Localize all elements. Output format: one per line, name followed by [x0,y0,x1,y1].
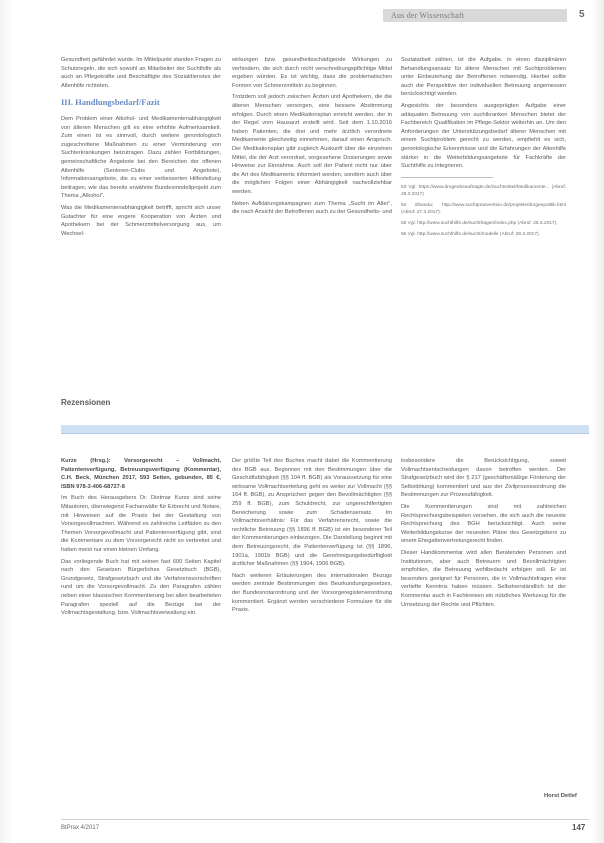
paragraph: wirkungen bzw. gesundheitsschädigende Wirkungen zu verhindern, die sich durch nicht verschreibungspflichtige Mittel ergeben würden. Es ist wichtig, dass die problematischen Formen von Schmerzmitteln zu beginnen. [232,57,392,89]
paragraph: Dem Problem einer Alkohol- und Medikamentenabhängigkeit von älteren Menschen gilt es eine erhöhte Aufmerksamkeit. Zum einen ist es sinnvoll, durch weitere gerontologisch zugeschnittene Maßnahmen zu einer Verminderung von Suchterkrankungen beizutragen. Dazu zählen Fortbildungen, gemeinschaftliche Angebote bei den Bereichen der offenen Altenhilfe (Senioren-Clubs und Angebote), Informationsangebote, die zu einer verbesserten Hilfestellung beitragen, wie das bereits erwähnte Bundesmodellprojekt zum Thema „Alkohol“. [61,115,221,200]
running-header [383,9,567,22]
footnote: 56 Vgl. http://www.suchthilfe.de/sucht/modelle (Abruf: 28.3.2017). [401,231,540,237]
top-column-3 [401,56,566,242]
running-title: Aus der Wissenschaft [391,11,465,20]
top-column-2 [232,56,392,220]
paragraph: Im Buch des Herausgebers Dr. Dietmar Kurze sind seine Mitautoren, überwiegend Fachanwälte für Erbrecht und Notare, mit Hinweisen auf die Praxis bei der Gestaltung von Vorsorgevollmachten. Während es zahlreiche Leitfäden zu den Themen Vorsorgevollmacht und Patientenverfügung gibt, sind die Kommentare zu dem Vorsorgerecht nicht so verbreitet und haben meist nur einen kleinen Umfang. [61,495,221,553]
review-author: Horst Detlef [544,793,577,799]
footnote: 55 Vgl. http://www.suchthilfe.de/suchtfragen/index.php (Abruf: 28.3.2017). [401,220,558,226]
paragraph: Trotzdem soll jedoch zwischen Ärzten und Apothekern, die die älteren Menschen versorgen, eine bessere Abstimmung erfolgen. Durch einen Medikationsplan erreicht werden, der in der Regel vom Hausarzt erstellt wird. Seit dem 1.10.2016 haben Patienten, die drei und mehr ärztlich verordnete Medikamente gleichzeitig einnehmen, darauf einen Anspruch. Der Medikationsplan gibt zugleich Auskunft über die einzelnen Mittel, die der Arzt verordnet, vorgesehene Dosierungen sowie Hinweise zur Einnahme. Auch soll der Patient nicht nur über die Art des Medikaments informiert werden, sondern auch über die möglichen Folgen einer Abhängigkeit nachvollziehbar werden. [232,94,392,195]
paragraph: Das vorliegende Buch hat mit seinen fast 600 Seiten Kapitel nach den Gesetzen Bürgerliches Gesetzbuch (BGB), Grundgesetz, Strafgesetzbuch und die Verfahrensvorschriften rund um die Vorsorgevollmacht. Zu den Paragrafen zählen neben einer klassischen Kommentierung bei allen bearbeiteten Paragrafen speziell auf die Bezüge bei der Vollmachtsgestaltung, bzw. Vollmachtsverwaltung ein. [61,558,221,617]
header-page-number: 5 [579,9,585,20]
footer-journal-issue: BtPrax 4/2017 [61,825,100,831]
footnote: 54 Ebenda; http://www.suchtpraevention.de/projekte/drogenpolitik.html (Abruf: 27.3.2017). [401,202,566,215]
footer-divider [61,819,589,820]
footnote-divider [401,177,493,178]
section-divider-bar [61,425,589,433]
review-column-1 [61,457,221,621]
footnote: 53 Vgl. https://www.drogenbeauftragte.de/Suchtmittel/Medikamente... (Abruf: 28.3.2017) [401,184,566,197]
paragraph: Gesundheit gefährdet wurde. Im Mittelpunkt standen Fragen zu Schutzregeln, die sich sowohl an Mitarbeiter der Suchthilfe als auch an Pflegekräfte und Beschäftigte des Sozialdienstes der Altenhilfe richteten. [61,57,221,89]
book-title: Kurze (Hrsg.): Vorsorgerecht – Vollmacht, Patientenverfügung, Betreuungsverfügung (Kommentar), C.H. Beck, München 2017, 593 Seiten, gebunden, 85 €, ISBN 978-3-406-68727-8 [61,458,221,490]
paragraph: Was die Medikamentenabhängigkeit betrifft, spricht sich unser Gutachter für eine engere Kooperation von Ärzten und Apothekern bei der Schmerzmittelversorgung aus, um Wechsel- [61,204,221,237]
paragraph: Die Kommentierungen sind mit zahlreichen Rechtsprechungsbeispielen versehen, die sich auch die neueste Rechtsprechung des BGH berücksichtigt. Auch seine Weiterbildungskurse der neuesten Pläne des Gesetzgebers zu einem Ehegattenvertretungsrecht finden. [401,503,566,545]
paragraph: Sozialarbeit zählen, ist die Aufgabe, in einen disziplinären Behandlungsansatz für ältere Menschen mit Suchtproblemen unter Einbeziehung der Betroffenen notwendig. Hierbei sollte auch die Perspektive der individuellen Betreuung angemessen berücksichtigt werden. [401,57,566,98]
paragraph: Der größte Teil des Buches macht dabei die Kommentierung des BGB aus. Begonnen mit den Bestimmungen über die Geschäftsfähigkeit (§§ 104 ff. BGB) als Voraussetzung für eine wirksame Vollmachtserteilung geht es weiter zur Vollmacht (§§ 164 ff. BGB), zu Ansprüchen gegen den Bevollmächtigten (§§ 259 ff. BGB), zum Schuldrecht, zur ungerechtfertigten Bereicherung sowie zum Schadensersatz. Im Vollmachtsverhältnis: Für das Verfahrensrecht, sowie die rechtliche Betreuung (§§ 1896 ff. BGB) ist ein besonderer Teil der Kommentierungen einbezogen. Die Darstellung beginnt mit dem Betreuungsrecht, die Patientenverfügung ist (§§ 1896, 1901a, 1901b BGB) und die Genehmigungsbedürftigkeit ärztlicher Maßnahmen (§§ 1904, 1906 BGB). [232,458,392,568]
paragraph: insbesondere die Berücksichtigung, soweit Vollmachtsentscheidungen davon betroffen werden. Der Strafgesetzbuch wird der § 217 (geschäftsmäßige Förderung der Selbsttötung) kommentiert und aus der Zivilprozessordnung die Bestimmungen zur Prozessfähigkeit. [401,458,566,499]
top-column-1 [61,56,221,241]
section-heading: III. Handlungsbedarf/Fazit [61,97,160,108]
paragraph: Nach weiteren Erläuterungen des internationalen Bezugs werden zentrale Bestimmungen des Beurkundungsgesetzes, der Bundesnotarordnung und der Vorsorgeregisterverordnung kommentiert. Ergänzt werden verschiedene Formulare für die Praxis. [232,572,392,614]
section-label-rezensionen: Rezensionen [61,398,111,407]
review-column-2 [232,457,392,618]
footer-page-number: 147 [572,823,586,832]
paragraph: Dieser Handkommentar wird allen Beratenden Personen und Institutionen, aber auch Betreuern und Bevollmächtigten empfohlen, die Betreuung wohlbedacht erfolgen soll. Er ist besonders geeignet für Personen, die in Vollmachtsfragen eine vertiefte Kenntnis haben müssen. Selbstverständlich ist der Kommentar auch in Fachkreisen ein nützliches Werkzeug für die Umsetzung der Rechte und Pflichten. [401,549,566,608]
paragraph: Neben Aufklärungskampagnen zum Thema „Sucht im Alter“, die nach Ansicht der Betroffenen auch zu der Gesundheits- und [232,200,392,216]
paragraph: Angesichts der besonders ausgeprägten Aufgabe einer adäquaten Betreuung von suchtkranken Menschen bietet der Fachbereich Qualifikation im Pflege-Sektor weiterhin an. Um den Anforderungen der Unterstützungsbedarf älterer Menschen mit einem Suchtproblem gerecht zu werden, empfiehlt es sich, gerontologische Erkenntnisse und die Erfahrungen der Altenhilfe stärker in die Weiterbildungsangebote für Fachkräfte der Suchthilfe zu integrieren. [401,102,566,170]
review-column-3 [401,457,566,612]
